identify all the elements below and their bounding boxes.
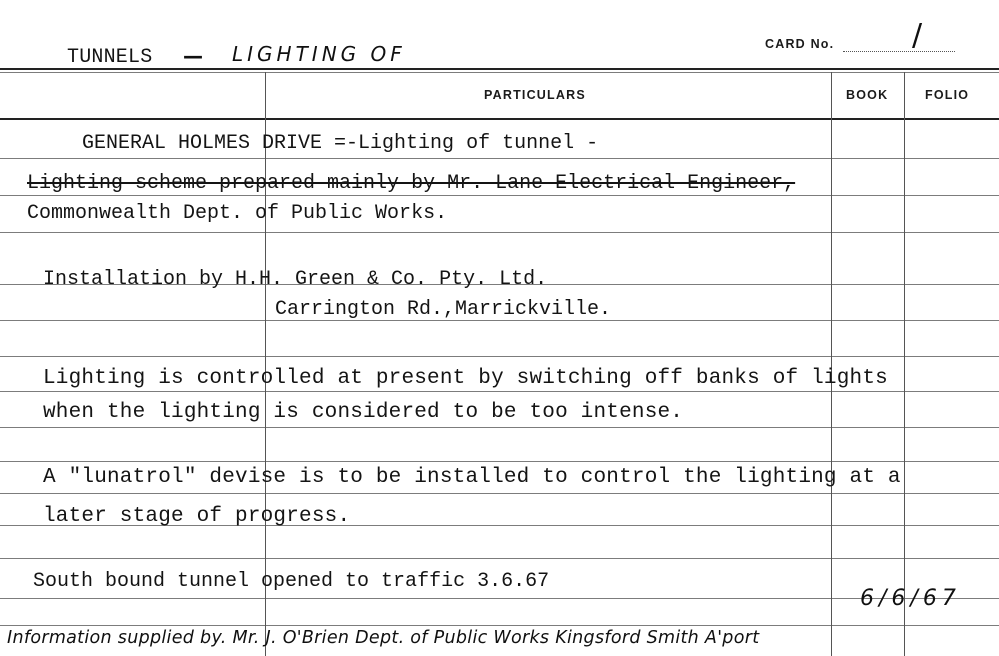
rule-line [0,158,999,159]
entry-line: A "lunatrol" devise is to be installed to control the lighting at a [43,466,901,489]
margin-column-line [265,72,266,656]
handwritten-date: 6/6/67 [860,586,961,611]
rule-line [0,356,999,357]
card-number-dotted-line [843,51,955,52]
book-heading: BOOK [846,88,889,102]
card-number-label: CARD No. [765,37,835,51]
rule-line [0,558,999,559]
card-topic: TUNNELS [67,46,153,69]
folio-heading: FOLIO [925,88,970,102]
entry-line: when the lighting is considered to be too intense. [43,401,684,424]
rule-line [0,195,999,196]
rule-line [0,427,999,428]
topic-handwritten: LIGHTING OF [232,42,406,66]
rule-line [0,598,999,599]
column-header-rule [0,118,999,120]
entry-line: Lighting scheme prepared mainly by Mr. Lane Electrical Engineer, [27,172,796,195]
header-rule [0,72,999,73]
rule-line [0,391,999,392]
particulars-heading: PARTICULARS [484,88,586,102]
topic-dash: — [183,44,203,68]
card-number-value: / [912,18,923,53]
entry-line: Installation by H.H. Green & Co. Pty. Ltd. [43,268,548,291]
entry-line: GENERAL HOLMES DRIVE =-Lighting of tunnel - [82,132,599,155]
rule-line [0,625,999,626]
handwritten-footer: Information supplied by. Mr. J. O'Brien Dept. of Public Works Kingsford Smith A'port [7,628,760,648]
entry-line: later stage of progress. [43,505,351,528]
rule-line [0,461,999,462]
rule-line [0,232,999,233]
folio-column-line [904,72,905,656]
entry-line: Commonwealth Dept. of Public Works. [27,202,448,225]
entry-line: Carrington Rd.,Marrickville. [275,298,612,321]
entry-line: South bound tunnel opened to traffic 3.6.67 [33,570,550,593]
rule-line [0,493,999,494]
book-column-line [831,72,832,656]
entry-line: Lighting is controlled at present by switching off banks of lights [43,367,888,390]
